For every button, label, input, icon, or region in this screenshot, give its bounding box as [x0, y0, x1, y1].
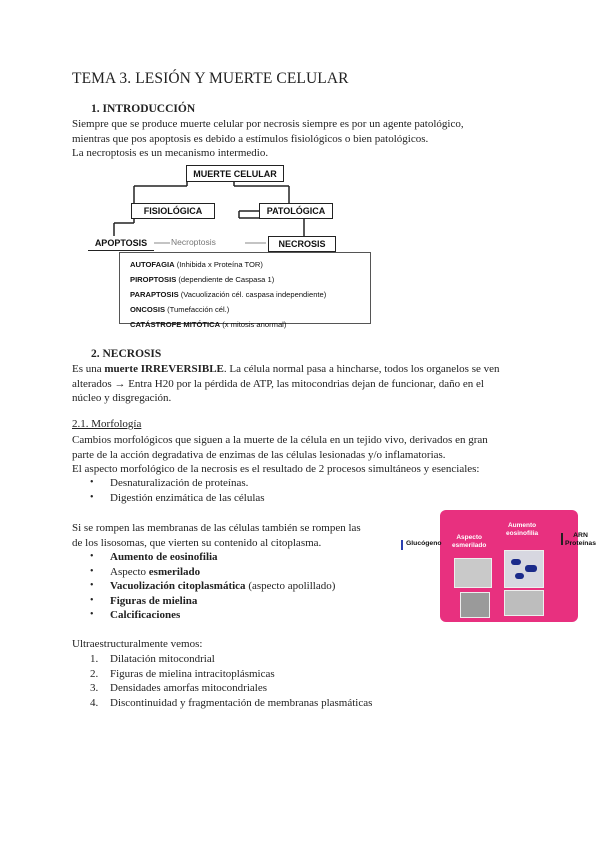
box-necrosis: NECROSIS	[268, 236, 336, 252]
subheading-morfologia: 2.1. Morfología	[72, 418, 142, 430]
label-necroptosis: Necroptosis	[171, 237, 216, 247]
morfologia-line-2: parte de la acción degradativa de enzimas de las células lesionadas y/o inflamatorias.	[72, 448, 446, 461]
ultra-list	[72, 652, 372, 710]
box-fisiologica: FISIOLÓGICA	[131, 203, 215, 219]
list-item-vacuolizacion: • Vacuolización citoplasmática (aspecto apolillado)	[72, 579, 335, 594]
box-patologica: PATOLÓGICA	[259, 203, 333, 219]
tissue-thumb-2	[504, 550, 544, 588]
section-heading-introduccion: 1. INTRODUCCIÓN	[91, 103, 196, 115]
list-item: 4. Discontinuidad y fragmentación de membranas plasmáticas	[90, 696, 373, 709]
necrosis-types-list	[119, 252, 371, 329]
tissue-thumb-1	[454, 558, 492, 588]
necrosis-type-piroptosis: PIROPTOSIS (dependiente de Caspasa 1)	[130, 275, 275, 284]
intro-line-2: mientras que pos apoptosis es debido a estímulos fisiológicos o bien patológicos.	[72, 132, 429, 145]
page-title: TEMA 3. LESIÓN Y MUERTE CELULAR	[72, 70, 349, 87]
morfologia-line-3: El aspecto morfológico de la necrosis es el resultado de 2 procesos simultáneos y esenciales:	[72, 463, 480, 475]
histology-image	[440, 510, 578, 622]
lisosomas-paragraph	[72, 521, 392, 550]
list-item: 2. Figuras de mielina intracitoplásmicas	[90, 667, 275, 680]
intro-line-1: Siempre que se produce muerte celular por necrosis siempre es por un agente patológico,	[72, 118, 464, 130]
necrosis-line-2: alterados → Entra H20 por la pérdida de ATP, las mitocondrias dejan de funcionar, daño en el	[72, 377, 484, 390]
list-item-figuras-mielina: • Figuras de mielina	[72, 594, 335, 609]
cell-death-diagram	[84, 160, 376, 328]
necrosis-type-autofagia: AUTOFAGIA (Inhibida x Proteína TOR)	[130, 260, 263, 269]
list-item: • Digestión enzimática de las células	[72, 491, 265, 506]
morfologia-features-list	[72, 550, 335, 623]
necrosis-line-3: núcleo y disgregación.	[72, 392, 172, 404]
morfologia-processes-list	[72, 476, 265, 505]
tissue-thumb-4	[504, 590, 544, 616]
section-heading-necrosis: 2. NECROSIS	[91, 348, 162, 360]
list-item: 3. Densidades amorfas mitocondriales	[90, 682, 268, 694]
box-muerte-celular: MUERTE CELULAR	[186, 165, 284, 182]
necrosis-type-paraptosis: PARAPTOSIS (Vacuolización cél. caspasa independiente)	[130, 290, 327, 299]
label-glucogeno: Glucógeno	[406, 540, 442, 547]
morfologia-paragraph	[72, 433, 552, 477]
label-aspecto-esmerilado: Aspecto esmerilado	[452, 534, 487, 549]
necrosis-line-1: Es una muerte IRREVERSIBLE. La célula normal pasa a hincharse, todos los organelos se ven	[72, 363, 500, 375]
list-item: 1. Dilatación mitocondrial	[90, 653, 215, 665]
glucogeno-marker	[401, 540, 403, 550]
label-arn-proteinas: ARN Proteínas	[565, 532, 596, 547]
list-item-calcificaciones: • Calcificaciones	[72, 608, 335, 623]
intro-paragraph	[72, 117, 542, 161]
necrosis-paragraph	[72, 362, 542, 406]
arn-marker	[561, 533, 563, 545]
necrosis-type-catastrofe: CATÁSTROFE MITÓTICA (x mitosis anormal)	[130, 320, 287, 329]
ultra-intro: Ultraestructuralmente vemos:	[72, 638, 203, 650]
list-item-aumento-eosinofilia: • Aumento de eosinofilia	[72, 550, 335, 565]
list-item: • Desnaturalización de proteínas.	[72, 476, 265, 491]
tissue-thumb-3	[460, 592, 490, 618]
box-apoptosis: APOPTOSIS	[88, 236, 154, 251]
list-item-aspecto-esmerilado: • Aspecto esmerilado	[72, 565, 335, 580]
label-aumento-eosinofilia: Aumento eosinofilia	[506, 522, 539, 537]
intro-line-3: La necroptosis es un mecanismo intermedio.	[72, 147, 269, 159]
lisosomas-line-1: Si se rompen las membranas de las células también se rompen las	[72, 522, 361, 534]
morfologia-line-1: Cambios morfológicos que siguen a la muerte de la célula en un tejido vivo, derivados en gran	[72, 434, 488, 446]
necrosis-type-oncosis: ONCOSIS (Tumefacción cél.)	[130, 305, 230, 314]
lisosomas-line-2: de los lisosomas, que vierten su contenido al citoplasma.	[72, 536, 322, 549]
